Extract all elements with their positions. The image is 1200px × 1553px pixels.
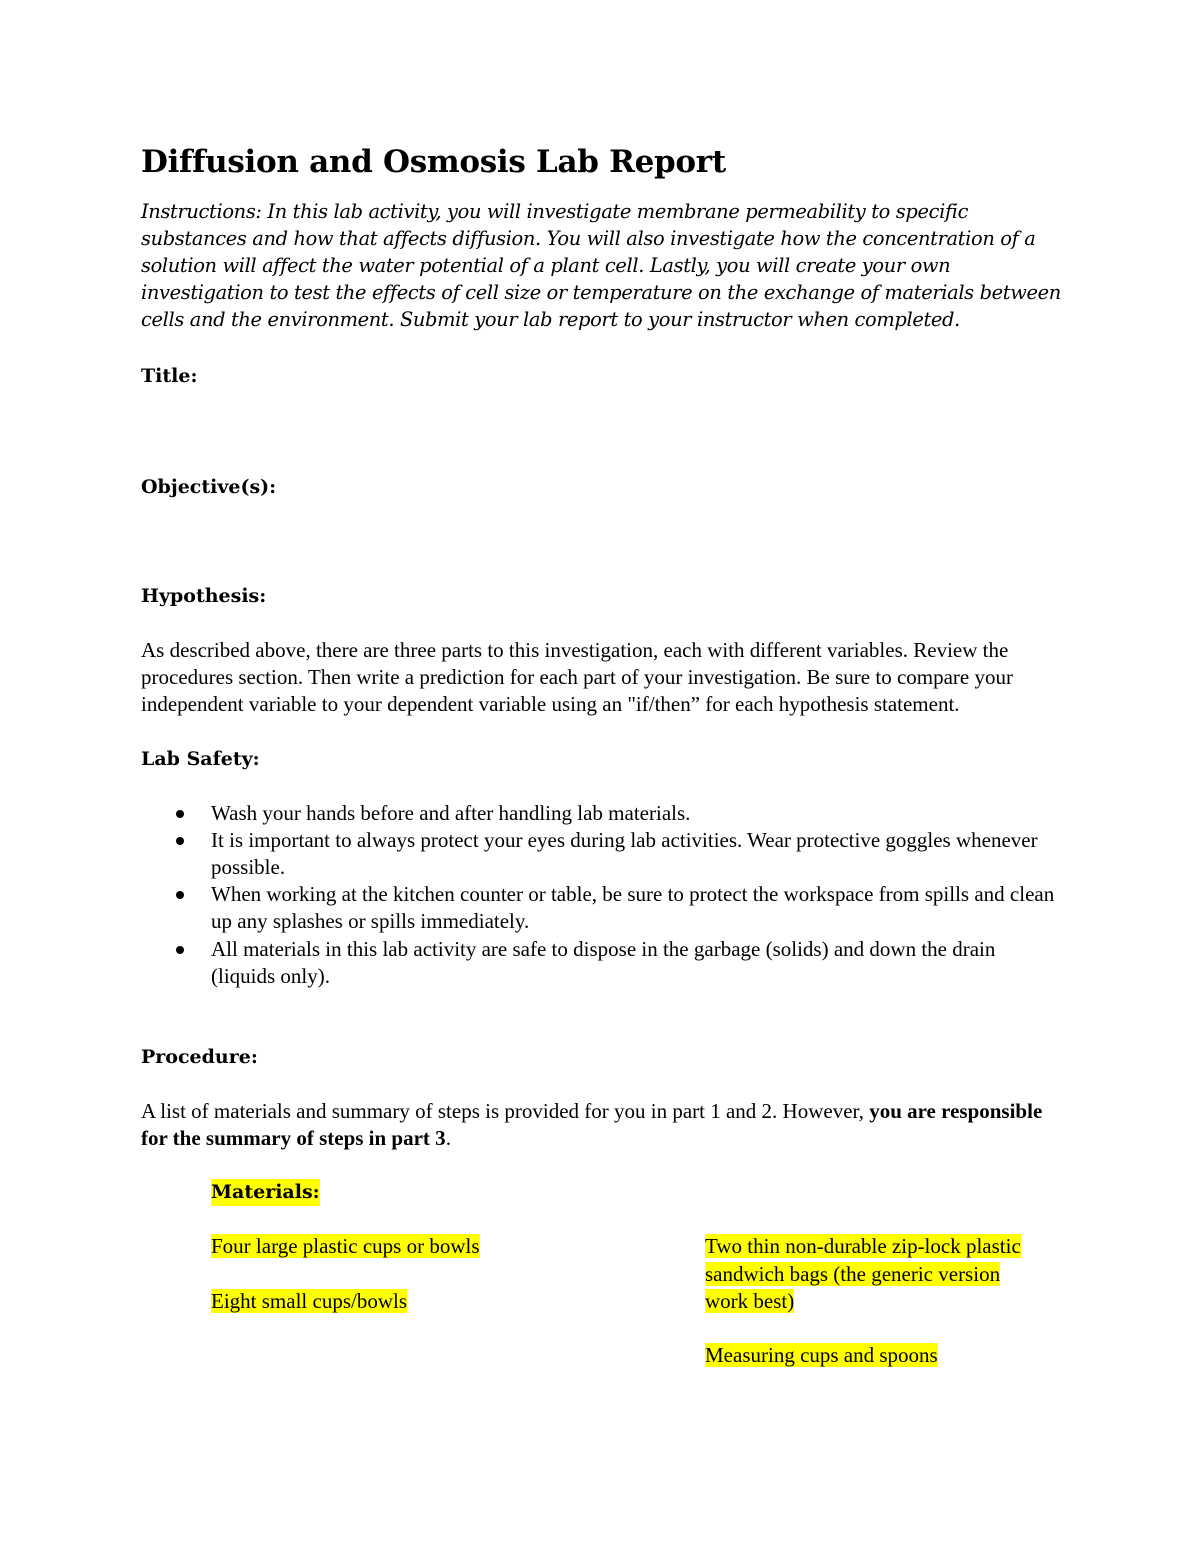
list-item — [141, 800, 1061, 827]
list-item-text: All materials in this lab activity are safe to dispose in the garbage (solids) and down the drain (liquids only). — [211, 936, 996, 988]
list-item — [141, 827, 1061, 881]
procedure-body-text: A list of materials and summary of steps is provided for you in part 1 and 2. However, — [141, 1099, 870, 1124]
materials-item — [705, 1233, 1045, 1315]
bullet-icon — [176, 891, 184, 899]
document-content — [141, 140, 1061, 1409]
instructions-paragraph: Instructions: In this lab activity, you will investigate membrane permeability to specific substances and how that affects diffusion. You will also investigate how the concentration of a solution will affect the water potential of a plant cell. Lastly, you will create your own investigation to test the effects of cell size or temperature on the exchange of materials between cells and the environment. Submit your lab report to your instructor when completed. — [141, 200, 1061, 331]
procedure-heading: Procedure: — [141, 1046, 258, 1069]
list-item — [141, 936, 1061, 990]
materials-item — [211, 1233, 651, 1260]
title-heading: Title: — [141, 365, 198, 387]
materials-item-text: Two thin non-durable zip-lock plastic sandwich bags (the generic version work best) — [705, 1234, 1021, 1313]
hypothesis-body: As described above, there are three parts to this investigation, each with different variables. Review the procedures section. Then write a prediction for each part of your investigation. Be sure to compare your independent variable to your dependent variable using an "if/then” for each hypothesis statement. — [141, 638, 1013, 717]
procedure-body-emphasis: you are responsible for the summary of steps in part 3 — [141, 1099, 1043, 1151]
bullet-icon — [176, 837, 184, 845]
list-item-text: When working at the kitchen counter or table, be sure to protect the workspace from spills and clean up any splashes or spills immediately. — [211, 882, 1055, 934]
list-item-text: It is important to always protect your eyes during lab activities. Wear protective goggles whenever possible. — [211, 827, 1038, 880]
materials-heading: Materials: — [211, 1179, 320, 1206]
materials-item — [211, 1288, 651, 1315]
lab-safety-list — [141, 800, 1061, 990]
materials-item — [705, 1342, 1045, 1369]
procedure-body — [141, 1098, 1061, 1152]
bullet-icon — [176, 810, 184, 818]
materials-left-column — [211, 1233, 651, 1341]
materials-section — [211, 1179, 1061, 1409]
materials-right-column — [705, 1233, 1045, 1396]
procedure-body-end: . — [445, 1126, 451, 1151]
materials-item-text: Four large plastic cups or bowls — [211, 1234, 480, 1259]
document-title: Diffusion and Osmosis Lab Report — [141, 144, 726, 180]
materials-item-text: Eight small cups/bowls — [211, 1288, 407, 1313]
lab-safety-heading: Lab Safety: — [141, 747, 260, 770]
objective-heading: Objective(s): — [141, 476, 277, 498]
bullet-icon — [176, 946, 184, 954]
hypothesis-heading: Hypothesis: — [141, 585, 267, 607]
materials-item-text: Measuring cups and spoons — [705, 1343, 938, 1368]
list-item-text: Wash your hands before and after handling lab materials. — [211, 800, 691, 825]
list-item — [141, 881, 1061, 935]
